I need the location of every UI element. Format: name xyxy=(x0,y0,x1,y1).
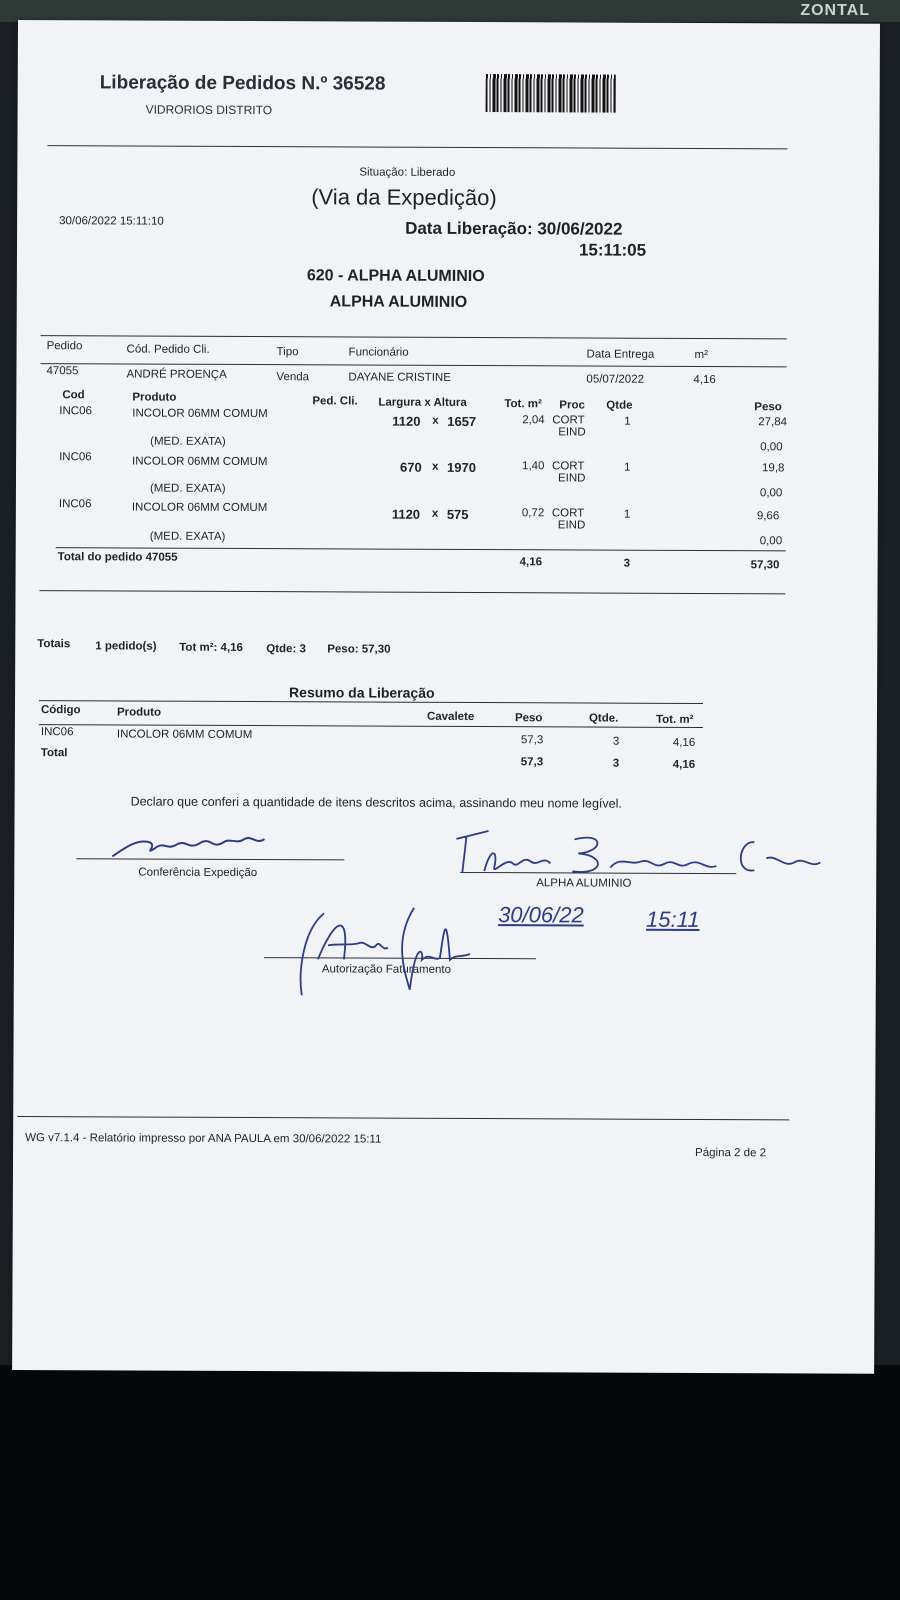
totals-orders: 1 pedido(s) xyxy=(95,640,157,653)
item-largura: 1120 xyxy=(391,506,421,522)
totals-peso: Peso: 57,30 xyxy=(327,643,391,656)
item-x: x xyxy=(432,460,439,473)
order-employee: DAYANE CRISTINE xyxy=(348,371,451,384)
footer-page-number: Página 2 de 2 xyxy=(695,1146,767,1160)
document-page xyxy=(12,20,880,1374)
items-header-tot-m2: Tot. m² xyxy=(504,398,542,411)
summary-peso: 57,3 xyxy=(520,734,544,747)
background-top-strip xyxy=(0,0,900,22)
item-largura: 1120 xyxy=(392,413,421,429)
item-proc-2: EIND xyxy=(557,472,586,485)
item-peso-2: 0,00 xyxy=(760,441,783,454)
item-tot-m2: 2,04 xyxy=(522,414,545,427)
summary-total-peso: 57,3 xyxy=(520,756,544,769)
item-proc-2: EIND xyxy=(557,519,586,532)
background-edge-text: ZONTAL xyxy=(800,2,870,19)
divider xyxy=(40,590,786,594)
summary-total-label: Total xyxy=(40,747,68,760)
order-total-qtde: 3 xyxy=(623,557,631,570)
summary-header-produto: Produto xyxy=(116,706,162,719)
items-header-peso: Peso xyxy=(754,401,782,414)
item-cod: INC06 xyxy=(59,451,92,464)
printed-timestamp: 30/06/2022 15:11:10 xyxy=(59,215,164,228)
autorizacao-label: Autorização Faturamento xyxy=(321,963,452,976)
item-x: x xyxy=(432,414,439,427)
item-cod: INC06 xyxy=(59,405,92,418)
summary-total-tot-m2: 4,16 xyxy=(672,758,696,771)
item-x: x xyxy=(431,507,439,520)
col-header-pedido: Pedido xyxy=(46,340,83,353)
summary-header-line xyxy=(39,724,703,728)
conferencia-label: Conferência Expedição xyxy=(138,866,258,880)
item-peso: 9,66 xyxy=(756,510,780,523)
col-header-tipo: Tipo xyxy=(276,346,299,359)
barcode xyxy=(486,74,616,113)
col-header-m2: m² xyxy=(694,348,708,362)
item-tot-m2: 0,72 xyxy=(521,507,545,520)
summary-header-codigo: Código xyxy=(40,704,81,717)
item-qtde: 1 xyxy=(623,508,631,521)
order-total-m2: 4,16 xyxy=(519,556,543,569)
item-peso: 19,8 xyxy=(762,462,785,475)
totals-m2: Tot m²: 4,16 xyxy=(179,641,243,654)
release-time: 15:11:05 xyxy=(578,240,647,260)
item-proc-1: CORT xyxy=(552,460,585,473)
order-number: 47055 xyxy=(46,365,79,378)
items-header-produto: Produto xyxy=(132,391,177,404)
footer-line xyxy=(17,1116,789,1120)
items-header-cod: Cod xyxy=(62,389,85,402)
summary-header-cavalete: Cavalete xyxy=(426,710,475,723)
summary-total-qtde: 3 xyxy=(612,757,620,770)
order-delivery-date: 05/07/2022 xyxy=(586,373,645,386)
summary-header-qtde: Qtde. xyxy=(588,712,619,725)
item-altura: 1657 xyxy=(447,413,477,430)
order-total-label: Total do pedido 47055 xyxy=(57,551,178,564)
col-header-funcionario: Funcionário xyxy=(348,346,409,359)
item-proc-1: CORT xyxy=(552,414,585,427)
summary-header-peso: Peso xyxy=(514,712,543,725)
order-table-header-line xyxy=(40,363,786,367)
release-date: Data Liberação: 30/06/2022 xyxy=(405,218,623,239)
handwritten-date: 30/06/22 xyxy=(498,902,584,928)
item-produto: INCOLOR 06MM COMUM xyxy=(131,501,268,515)
background-dark-surface xyxy=(0,1365,900,1600)
item-qtde: 1 xyxy=(624,415,631,428)
client-line-1: 620 - ALPHA ALUMINIO xyxy=(306,267,485,286)
summary-qtde: 3 xyxy=(612,735,620,748)
item-obs: (MED. EXATA) xyxy=(150,435,226,448)
item-proc-2: EIND xyxy=(558,426,586,439)
item-peso: 27,84 xyxy=(758,416,788,429)
item-altura: 575 xyxy=(446,506,469,522)
signature-autorizacao xyxy=(284,899,484,1000)
item-cod: INC06 xyxy=(58,498,92,511)
copy-label: (Via da Expedição) xyxy=(311,184,497,211)
items-header-proc: Proc xyxy=(559,399,585,412)
item-obs: (MED. EXATA) xyxy=(149,482,226,495)
footer-printed-by: WG v7.1.4 - Relatório impresso por ANA PAULA em 30/06/2022 15:11 xyxy=(25,1132,382,1146)
item-peso-2: 0,00 xyxy=(759,487,783,500)
item-obs: (MED. EXATA) xyxy=(149,530,226,543)
document-title: Liberação de Pedidos N.º 36528 xyxy=(99,72,386,95)
items-header-ped-cli: Ped. Cli. xyxy=(312,395,358,408)
totals-qtde: Qtde: 3 xyxy=(266,643,306,656)
item-proc-1: CORT xyxy=(551,507,585,520)
totals-label: Totais xyxy=(37,638,71,651)
divider xyxy=(47,145,787,149)
item-produto: INCOLOR 06MM COMUM xyxy=(132,455,268,469)
signature-conferencia xyxy=(104,820,304,863)
cliente-label: ALPHA ALUMINIO xyxy=(536,877,632,890)
summary-top-line xyxy=(39,700,703,704)
signature-cliente xyxy=(454,827,834,881)
summary-codigo: INC06 xyxy=(40,726,74,739)
order-m2: 4,16 xyxy=(693,373,716,387)
item-altura: 1970 xyxy=(447,459,477,476)
items-header-largura-altura: Largura x Altura xyxy=(378,396,467,409)
col-header-cod-pedido-cli: Cód. Pedido Cli. xyxy=(126,343,210,356)
order-total-peso: 57,30 xyxy=(750,559,780,572)
status-text: Situação: Liberado xyxy=(359,166,456,179)
item-produto: INCOLOR 06MM COMUM xyxy=(132,407,268,421)
col-header-data-entrega: Data Entrega xyxy=(586,348,655,361)
company-name: VIDRORIOS DISTRITO xyxy=(145,102,273,118)
item-largura: 670 xyxy=(400,459,422,475)
order-type: Venda xyxy=(276,371,310,384)
summary-tot-m2: 4,16 xyxy=(672,736,696,749)
declaration-text: Declaro que conferi a quantidade de itens descritos acima, assinando meu nome legível. xyxy=(130,794,622,811)
summary-title: Resumo da Liberação xyxy=(289,684,435,701)
item-qtde: 1 xyxy=(624,461,631,474)
handwritten-time: 15:11 xyxy=(646,906,700,932)
item-tot-m2: 1,40 xyxy=(522,460,545,473)
items-header-qtde: Qtde xyxy=(606,399,633,412)
client-line-2: ALPHA ALUMINIO xyxy=(329,293,468,311)
order-client-code: ANDRÉ PROENÇA xyxy=(126,368,227,381)
item-peso-2: 0,00 xyxy=(759,535,783,548)
summary-produto: INCOLOR 06MM COMUM xyxy=(116,728,253,742)
order-table-top-line xyxy=(41,335,787,339)
summary-header-tot-m2: Tot. m² xyxy=(655,713,694,726)
